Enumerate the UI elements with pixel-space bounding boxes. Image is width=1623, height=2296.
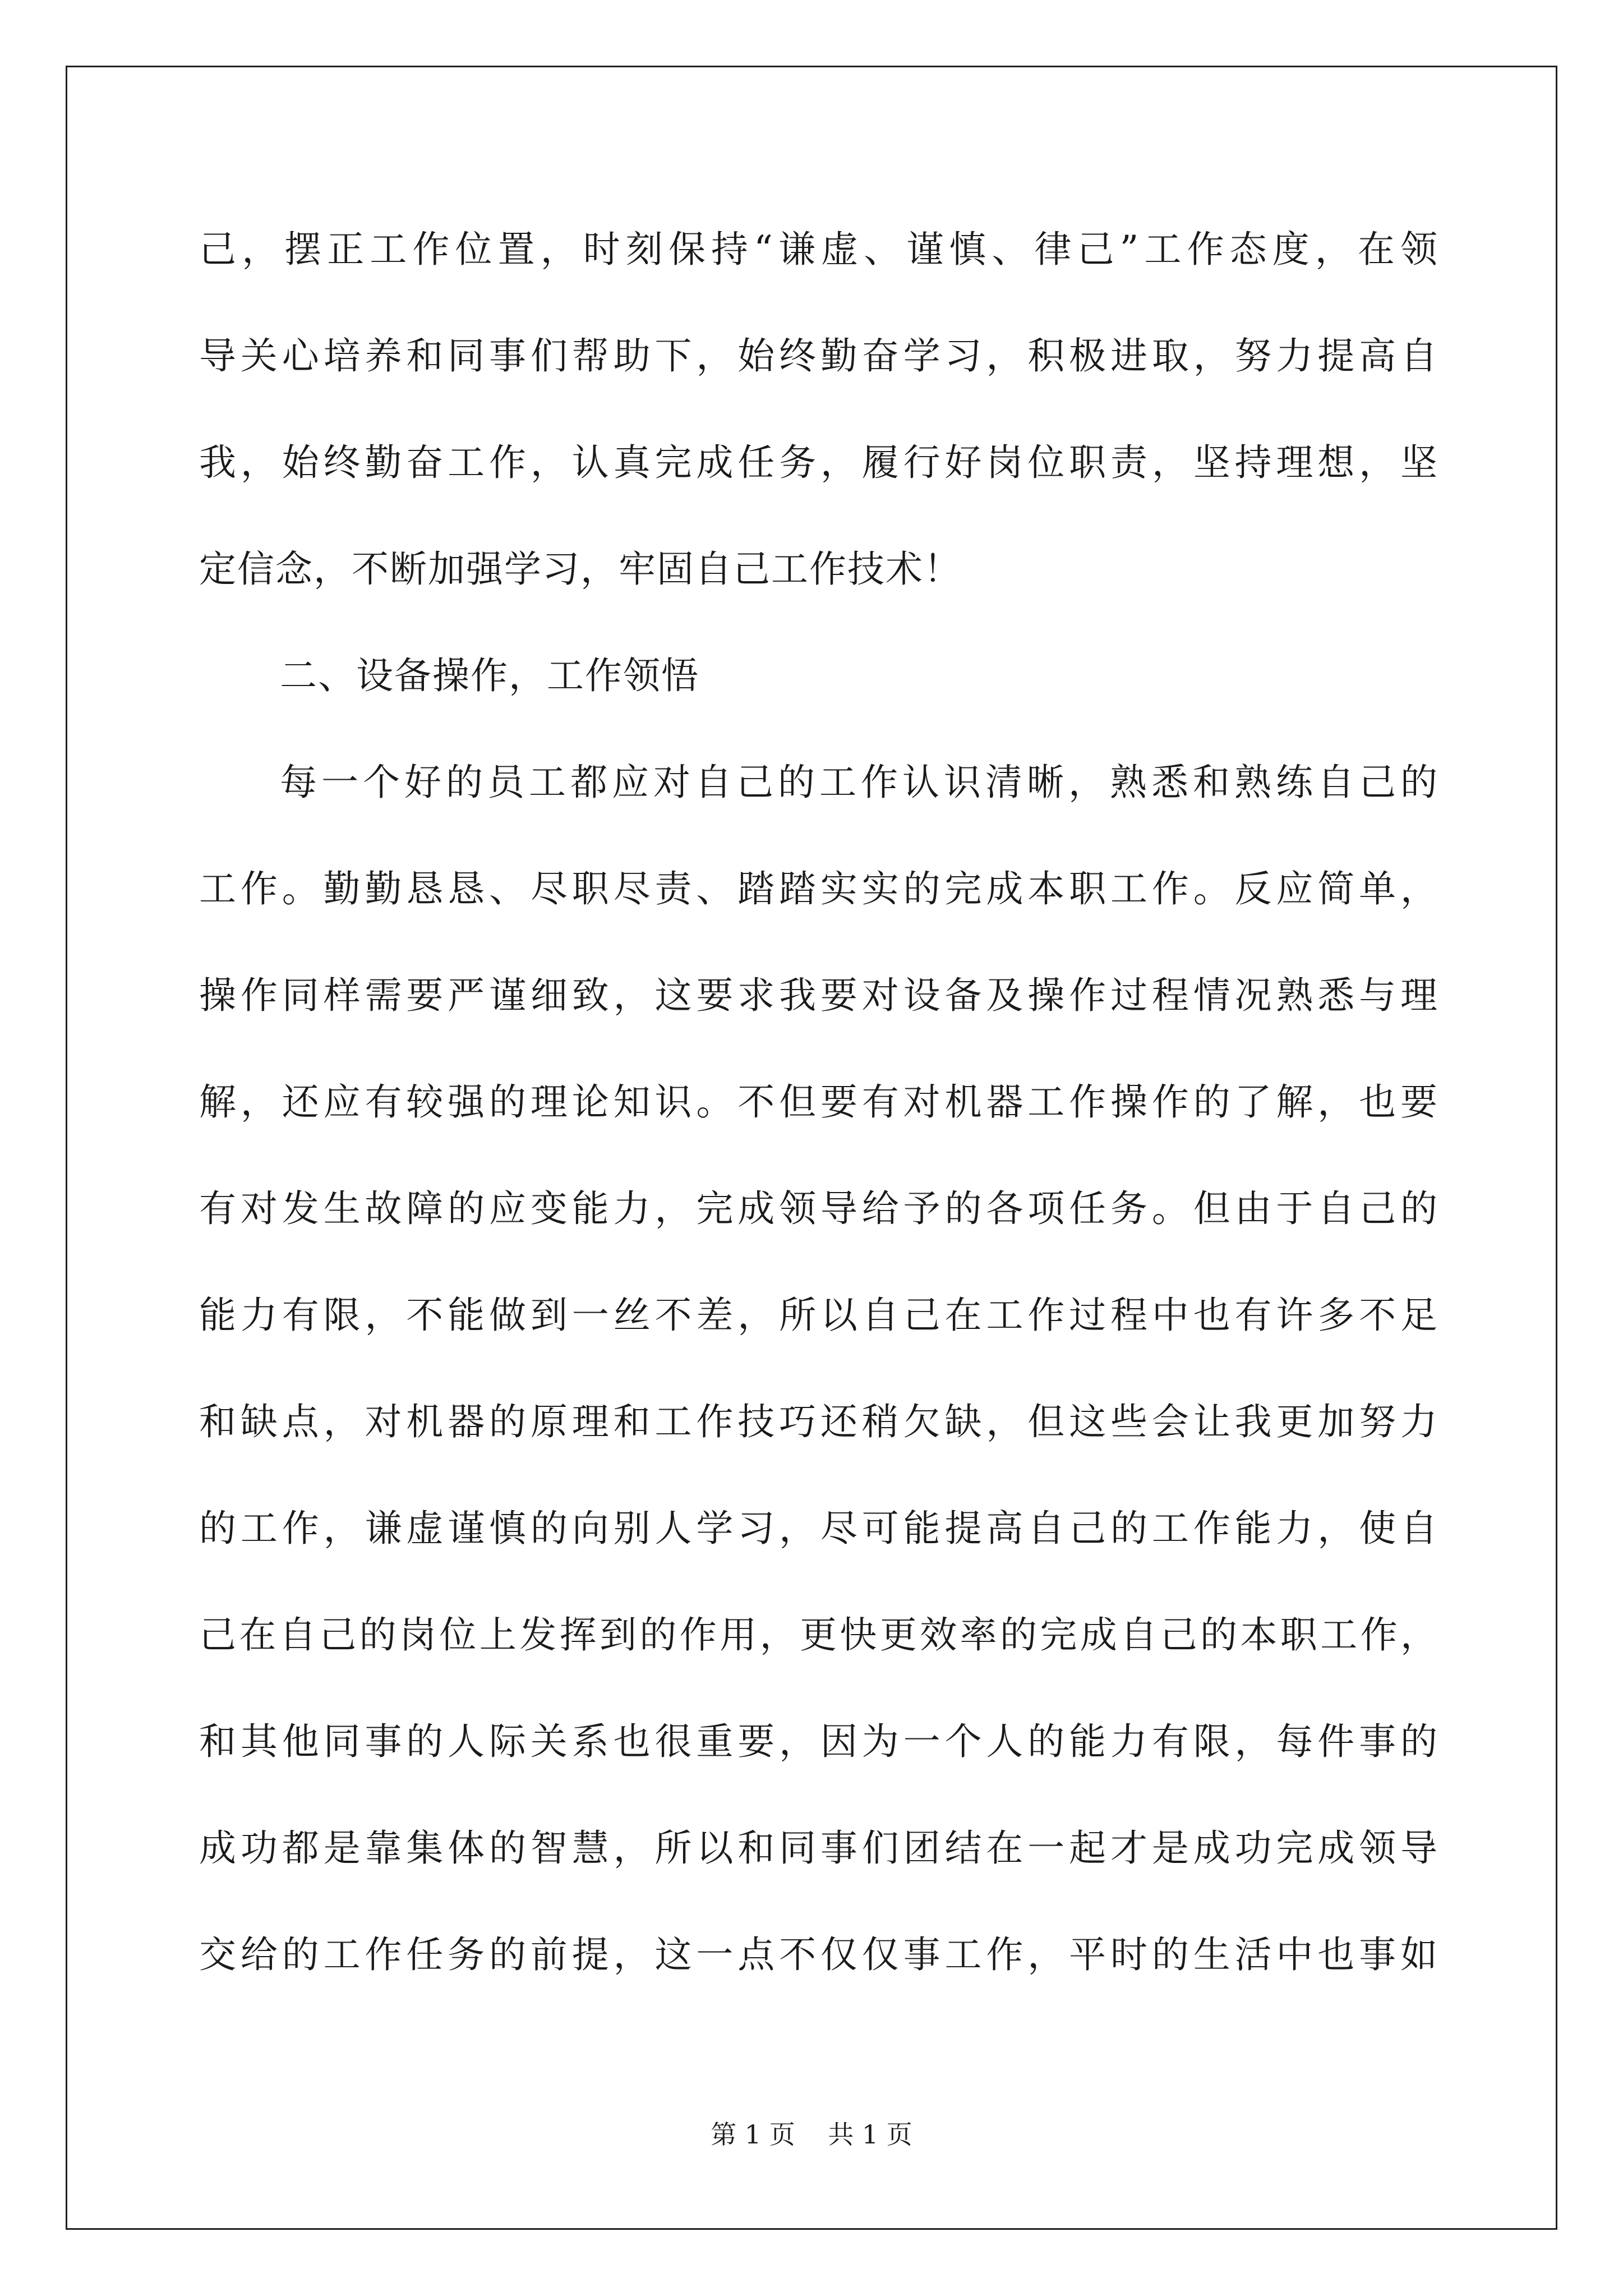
paragraph-line: 的工作，谦虚谨慎的向别人学习，尽可能提高自己的工作能力，使自	[199, 1507, 1438, 1550]
page-total: 共 1 页	[828, 2119, 912, 2150]
paragraph-line: 每一个好的员工都应对自己的工作认识清晰，熟悉和熟练自己的	[280, 761, 1438, 804]
paragraph-line: 定信念，不断加强学习，牢固自己工作技术！	[199, 547, 962, 591]
paragraph-line: 解，还应有较强的理论知识。不但要有对机器工作操作的了解，也要	[199, 1080, 1438, 1124]
page-number: 第 1 页	[711, 2119, 795, 2150]
paragraph-line: 己在自己的岗位上发挥到的作用，更快更效率的完成自己的本职工作，	[199, 1613, 1438, 1657]
page-footer	[0, 2118, 1623, 2151]
paragraph-line: 交给的工作任务的前提，这一点不仅仅事工作，平时的生活中也事如	[199, 1933, 1438, 1976]
paragraph-line: 操作同样需要严谨细致，这要求我要对设备及操作过程情况熟悉与理	[199, 974, 1438, 1017]
paragraph-line: 己，摆正工作位置，时刻保持“谦虚、谨慎、律己”工作态度，在领	[199, 228, 1438, 271]
document-body	[199, 216, 1438, 2028]
paragraph-line: 能力有限，不能做到一丝不差，所以自己在工作过程中也有许多不足	[199, 1294, 1438, 1337]
section-heading: 二、设备操作，工作领悟	[280, 654, 699, 697]
paragraph-line: 成功都是靠集体的智慧，所以和同事们团结在一起才是成功完成领导	[199, 1826, 1438, 1870]
paragraph-line: 和缺点，对机器的原理和工作技巧还稍欠缺，但这些会让我更加努力	[199, 1400, 1438, 1443]
paragraph-line: 有对发生故障的应变能力，完成领导给予的各项任务。但由于自己的	[199, 1187, 1438, 1230]
paragraph-line: 导关心培养和同事们帮助下，始终勤奋学习，积极进取，努力提高自	[199, 334, 1438, 378]
paragraph-line: 工作。勤勤恳恳、尽职尽责、踏踏实实的完成本职工作。反应简单，	[199, 867, 1438, 910]
paragraph-line: 我，始终勤奋工作，认真完成任务，履行好岗位职责，坚持理想，坚	[199, 441, 1438, 484]
paragraph-line: 和其他同事的人际关系也很重要，因为一个人的能力有限，每件事的	[199, 1720, 1438, 1763]
